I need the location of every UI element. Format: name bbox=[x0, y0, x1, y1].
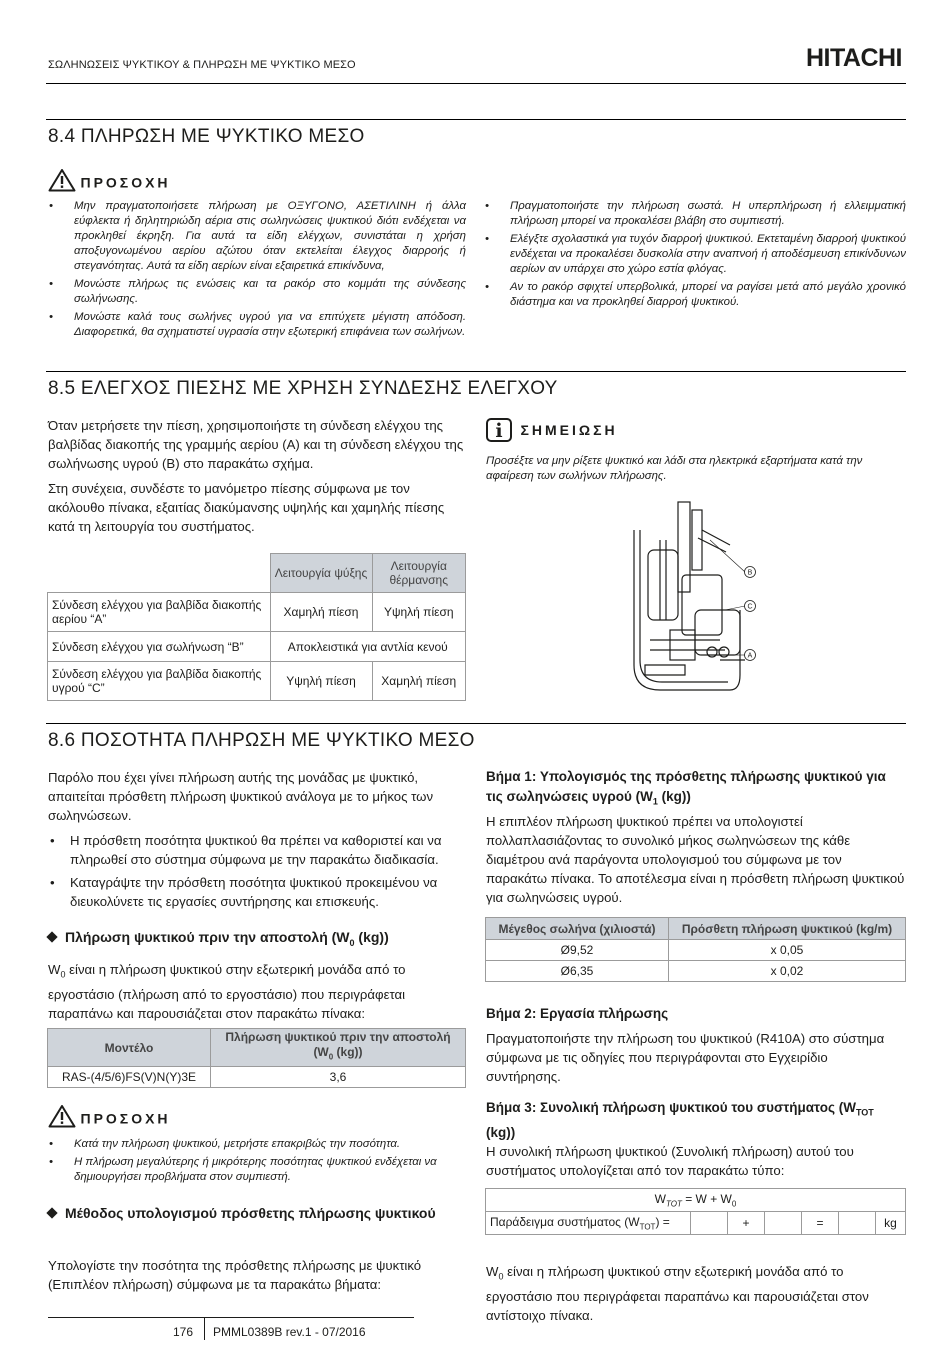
caution-label: ΠΡΟΣΟΧΗ bbox=[80, 1110, 171, 1127]
caution-list bbox=[48, 1137, 468, 1188]
header-rule bbox=[46, 83, 906, 84]
section-title-8-6: 8.6 ΠΟΣΟΤΗΤΑ ΠΛΗΡΩΣΗ ΜΕ ΨΥΚΤΙΚΟ ΜΕΣΟ bbox=[48, 730, 475, 751]
caution-list-right bbox=[484, 199, 906, 313]
document-reference: PMML0389B rev.1 - 07/2016 bbox=[213, 1325, 366, 1339]
table-cell: Ø9,52 bbox=[486, 940, 669, 961]
model-charge-table bbox=[47, 1028, 466, 1088]
column-header: Μοντέλο bbox=[48, 1029, 211, 1067]
diagram-label-c: C bbox=[747, 603, 753, 611]
table-cell: RAS-(4/5/6)FS(V)N(Y)3E bbox=[48, 1067, 211, 1088]
step-3-title: Βήμα 3: Συνολική πλήρωση ψυκτικού του συστήματος ($W_{TOT}$ (kg)) bbox=[486, 1100, 874, 1140]
column-header: Μέγεθος σωλήνα (χιλιοστά) bbox=[486, 918, 669, 940]
paragraph: Παρόλο που έχει γίνει πλήρωση αυτής της μονάδας με ψυκτικό, απαιτείται πρόσθετη πλήρωση ψυκτικού ανάλογα με το μήκος των σωληνώσεων. bbox=[48, 770, 434, 823]
list-item: • Κατά την πλήρωση ψυκτικού, μετρήστε επακριβώς την ποσότητα. bbox=[48, 1137, 468, 1152]
table-row-label: Σύνδεση ελέγχου για βαλβίδα διακοπής υγρού “C” bbox=[48, 662, 271, 701]
column-header: Λειτουργία ψύξης bbox=[270, 554, 372, 593]
valve-connection-diagram bbox=[600, 490, 770, 710]
step-3-text: Η συνολική πλήρωση ψυκτικού (Συνολική πλήρωση) αυτού του συστήματος υπολογίζεται από τον παρακάτω τύπο: bbox=[486, 1144, 854, 1178]
caution-heading bbox=[48, 1104, 171, 1133]
footer-rule bbox=[48, 1317, 414, 1318]
table-cell: Υψηλή πίεση bbox=[270, 662, 372, 701]
blank-cell bbox=[691, 1212, 728, 1235]
diagram-label-b: B bbox=[747, 569, 753, 577]
diamond-bullet-icon bbox=[46, 931, 57, 942]
list-item: • Αν το ρακόρ σφιχτεί υπερβολικά, μπορεί να ραγίσει μετά από μεγάλο χρονικό διάστημα και να προκληθεί διαρροή ψυκτικού. bbox=[484, 280, 906, 310]
list-item: • Καταγράψτε την πρόσθετη ποσότητα ψυκτικού προκειμένου να διευκολύνετε τις εργασίες συντήρησης και επισκευής. bbox=[48, 873, 466, 911]
paragraph: Όταν μετρήσετε την πίεση, χρησιμοποιήστε τη σύνδεση ελέγχου της βαλβίδας διακοπής της γραμμής αερίου (A) και τη σύνδεση ελέγχου της σωλήνωσης υγρού (B) στο παρακάτω σχήμα. bbox=[48, 418, 464, 471]
step-1-text: Η επιπλέον πλήρωση ψυκτικού πρέπει να υπολογιστεί πολλαπλασιάζοντας το συνολικό μήκος σωληνώσεων της κάθε διαμέτρου ανά παράγοντα υπολογισμού του σύμφωνα με τον παρακάτω πίνακα. Το αποτέλεσμα είναι η πρόσθετη πλήρωση ψυκτικού για σωληνώσεις υγρού. bbox=[486, 814, 905, 905]
caution-list-left bbox=[48, 199, 466, 343]
table-cell: x 0,05 bbox=[669, 940, 906, 961]
section-title-8-4: 8.4 ΠΛΗΡΩΣΗ ΜΕ ΨΥΚΤΙΚΟ ΜΕΣΟ bbox=[48, 126, 365, 147]
table-cell: x 0,02 bbox=[669, 961, 906, 982]
section-rule bbox=[46, 371, 906, 372]
formula: $W_{TOT} = W + W_0$ bbox=[486, 1189, 906, 1212]
pipe-charge-table bbox=[485, 917, 906, 982]
table-row-label: Σύνδεση ελέγχου για βαλβίδα διακοπής αερίου “A” bbox=[48, 593, 271, 632]
empty-cell bbox=[48, 554, 271, 593]
table-cell: Χαμηλή πίεση bbox=[270, 593, 372, 632]
method-text: Υπολογίστε την ποσότητα της πρόσθετης πλήρωσης με ψυκτικό (Επιπλέον πλήρωση) σύμφωνα με τα παρακάτω βήματα: bbox=[48, 1258, 422, 1292]
diamond-bullet-icon bbox=[46, 1207, 57, 1218]
diagram-label-a: A bbox=[747, 652, 753, 660]
warning-icon bbox=[48, 1104, 76, 1133]
paragraph: Στη συνέχεια, συνδέστε το μανόμετρο πίεσης σύμφωνα με τον ακόλουθο πίνακα, εξαιτίας διακύμανσης υψηλής και χαμηλής πίεσης κατά τη λειτουργία του συστήματος. bbox=[48, 481, 445, 534]
list-item: • Ελέγξτε σχολαστικά για τυχόν διαρροή ψυκτικού. Εκτεταμένη διαρροή ψυκτικού ενδέχεται να προκαλέσει δυσκολία στην αναπνοή ή αποδέσμευση επικίνδυνων αερίων αν υπάρχει στο χώρο εστία φλόγας. bbox=[484, 232, 906, 277]
info-icon: i bbox=[486, 418, 512, 442]
list-item: • Μονώστε καλά τους σωλήνες υγρού για να επιτύχετε μέγιστη απόδοση. Διαφορετικά, θα σχηματιστεί υγρασία στην εξωτερική επιφάνεια των σωλήνων. bbox=[48, 310, 466, 340]
list-item: • Πραγματοποιήστε την πλήρωση σωστά. Η υπερπλήρωση ή ελλειμματική πλήρωση μπορεί να προκαλέσει βλάβη στο συμπιεστή. bbox=[484, 199, 906, 229]
list-item: • Μην πραγματοποιήσετε πλήρωση με ΟΞΥΓΟΝΟ, ΑΣΕΤΙΛΙΝΗ ή άλλα εύφλεκτα ή δηλητηριώδη αέρια στις σωληνώσεις ψυκτικού διότι ενδέχεται να προκληθεί έκρηξη. Για αυτά τα είδη ελέγχων, συνιστάται η χρήση αποξυγονωμένου αερίου αζώτου όταν εκτελείται έλεγχος διαρροής ή στεγανότητας. Αυτά τα είδη αερίων είναι εξαιρετικά επικίνδυνα, bbox=[48, 199, 466, 274]
section-8-6-left bbox=[48, 768, 466, 915]
note-text: Προσέξτε να μην ρίξετε ψυκτικό και λάδι στα ηλεκτρικά εξαρτήματα κατά την αφαίρεση των σωλήνων πλήρωσης. bbox=[486, 455, 863, 482]
table-cell: Ø6,35 bbox=[486, 961, 669, 982]
section-8-5-text bbox=[48, 416, 466, 542]
page-number: 176 bbox=[173, 1325, 194, 1339]
plus-sign: + bbox=[728, 1212, 765, 1235]
table-row-label: Σύνδεση ελέγχου για σωλήνωση “B” bbox=[48, 632, 271, 662]
table-cell: Χαμηλή πίεση bbox=[372, 662, 466, 701]
column-header: Πρόσθετη πλήρωση ψυκτικού (kg/m) bbox=[669, 918, 906, 940]
section-title-8-5: 8.5 ΕΛΕΓΧΟΣ ΠΙΕΣΗΣ ΜΕ ΧΡΗΣΗ ΣΥΝΔΕΣΗΣ ΕΛΕΓΧΟΥ bbox=[48, 378, 558, 399]
table-cell: Αποκλειστικά για αντλία κενού bbox=[270, 632, 466, 662]
subheading-method: Μέθοδος υπολογισμού πρόσθετης πλήρωσης ψυκτικού bbox=[48, 1204, 468, 1222]
formula-table bbox=[485, 1188, 906, 1235]
step-1-title: Βήμα 1: Υπολογισμός της πρόσθετης πλήρωσης ψυκτικού για τις σωληνώσεις υγρού ($W_1$ (kg)) bbox=[486, 769, 886, 807]
warning-icon bbox=[48, 168, 76, 197]
step-2-text: Πραγματοποιήστε την πλήρωση του ψυκτικού (R410A) στο σύστημα σύμφωνα με τις οδηγίες που περιγράφονται στο Εγχειρίδιο συντήρησης. bbox=[486, 1031, 885, 1084]
blank-cell bbox=[839, 1212, 876, 1235]
list-item: • Η πρόσθετη ποσότητα ψυκτικού θα πρέπει να καθοριστεί και να πληρωθεί στο σύστημα σύμφωνα με την παρακάτω διαδικασία. bbox=[48, 831, 466, 869]
unit-label: kg bbox=[876, 1212, 906, 1235]
column-header: Πλήρωση ψυκτικού πριν την αποστολή ($W_0$ (kg)) bbox=[211, 1029, 466, 1067]
caution-heading bbox=[48, 168, 171, 197]
list-item: • Η πλήρωση μεγαλύτερης ή μικρότερης ποσότητας ψυκτικού ενδέχεται να δημιουργήσει προβλήματα στον συμπιεστή. bbox=[48, 1155, 468, 1185]
list-item: • Μονώστε πλήρως τις ενώσεις και τα ρακόρ στο κομμάτι της σύνδεσης σωλήνωσης. bbox=[48, 277, 466, 307]
equals-sign: = bbox=[802, 1212, 839, 1235]
note-label: ΣΗΜΕΙΩΣΗ bbox=[520, 422, 618, 438]
blank-cell bbox=[765, 1212, 802, 1235]
table-cell: Υψηλή πίεση bbox=[372, 593, 466, 632]
table-cell: 3,6 bbox=[211, 1067, 466, 1088]
section-rule bbox=[46, 723, 906, 724]
w0-description: $W_0$ είναι η πλήρωση ψυκτικού στην εξωτερική μονάδα από το εργοστάσιο (πλήρωση από το εργοστάσιο) που περιγράφεται παραπάνω και παρουσιάζεται στον παρακάτω πίνακα: bbox=[48, 962, 406, 1021]
subheading-before-shipment: Πλήρωση ψυκτικού πριν την αποστολή ($W_0$ (kg)) bbox=[48, 928, 389, 952]
step-2-title: Βήμα 2: Εργασία πλήρωσης bbox=[486, 1006, 669, 1021]
brand-logo: HITACHI bbox=[805, 44, 902, 72]
note-heading bbox=[486, 418, 618, 442]
example-label: Παράδειγμα συστήματος $(W_{TOT})$ = bbox=[486, 1212, 691, 1235]
w0-note: $W_0$ είναι η πλήρωση ψυκτικού στην εξωτερική μονάδα από το εργοστάσιο που περιγράφεται παραπάνω και παρουσιάζεται στον αντίστοιχο πίνακα. bbox=[486, 1264, 869, 1323]
column-header: Λειτουργία θέρμανσης bbox=[372, 554, 466, 593]
caution-label: ΠΡΟΣΟΧΗ bbox=[80, 174, 171, 191]
footer-divider bbox=[204, 1318, 205, 1340]
running-title: ΣΩΛΗΝΩΣΕΙΣ ΨΥΚΤΙΚΟΥ & ΠΛΗΡΩΣΗ ΜΕ ΨΥΚΤΙΚΟ ΜΕΣΟ bbox=[48, 59, 356, 71]
pressure-connection-table bbox=[47, 553, 466, 701]
section-rule bbox=[46, 119, 906, 120]
